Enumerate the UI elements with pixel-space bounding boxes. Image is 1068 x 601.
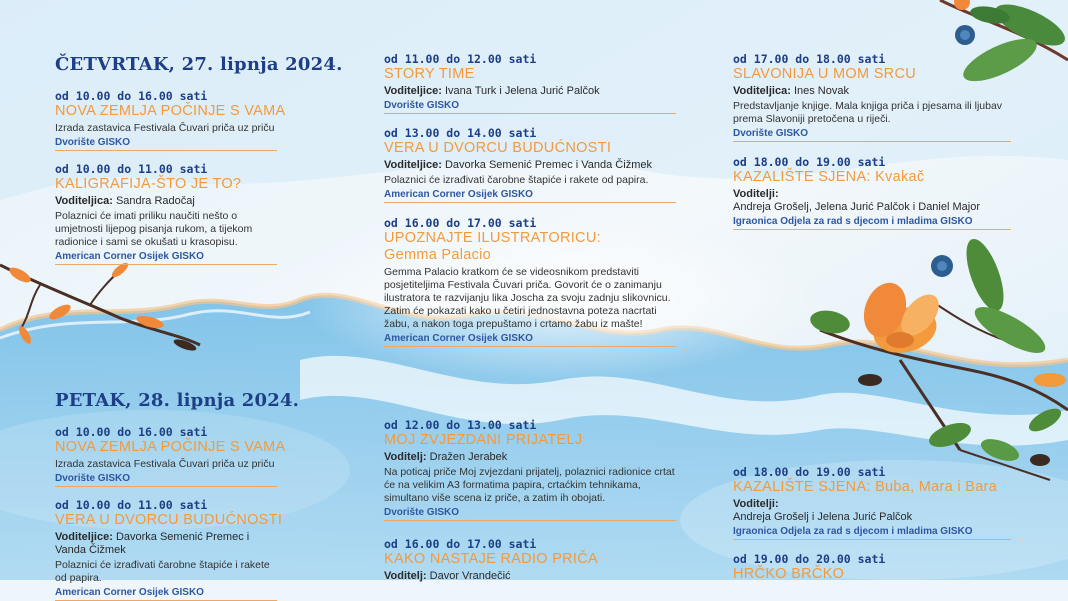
event-host-names: Ines Novak xyxy=(793,85,849,97)
event-host-names: Ivana Turk i Jelena Jurić Palčok xyxy=(444,85,600,97)
event-venue: American Corner Osijek GISKO xyxy=(55,587,204,598)
event-card xyxy=(55,89,286,151)
event-card xyxy=(384,52,676,114)
event-venue: Dvorište GISKO xyxy=(733,128,809,139)
event-card xyxy=(733,552,1011,584)
event-venue: American Corner Osijek GISKO xyxy=(55,251,204,262)
event-host-label: Voditelj: xyxy=(384,570,427,582)
event-card xyxy=(733,465,1011,540)
event-venue: American Corner Osijek GISKO xyxy=(384,333,533,344)
event-host xyxy=(384,451,676,464)
event-title: HRČKO BRČKO xyxy=(733,566,845,582)
event-venue: Igraonica Odjela za rad s djecom i mladima GISKO xyxy=(733,526,973,537)
event-card xyxy=(55,498,283,601)
event-host-label: Voditeljice: xyxy=(384,85,442,97)
event-time: od 17.00 do 18.00 sati xyxy=(733,52,886,66)
event-card xyxy=(384,126,676,203)
event-time: od 12.00 do 13.00 sati xyxy=(384,418,537,432)
event-card xyxy=(733,155,1011,230)
event-host-label: Voditelji: xyxy=(733,498,779,510)
event-title: KAKO NASTAJE RADIO PRIČA xyxy=(384,551,599,567)
event-host-label: Voditeljica: xyxy=(733,85,791,97)
event-title: NOVA ZEMLJA POČINJE S VAMA xyxy=(55,103,286,119)
event-time: od 18.00 do 19.00 sati xyxy=(733,465,886,479)
event-venue: Igraonica Odjela za rad s djecom i mladima GISKO xyxy=(733,216,973,227)
event-venue: American Corner Osijek GISKO xyxy=(384,189,533,200)
event-time: od 10.00 do 16.00 sati xyxy=(55,89,208,103)
event-description: Predstavljanje knjige. Mala knjiga priča i pjesama ili ljubav prema Slavoniji pretočena u riječi. xyxy=(733,100,1003,125)
event-description: Polaznici će izrađivati čarobne štapiće i rakete od papira. xyxy=(55,559,270,584)
event-card xyxy=(55,425,286,487)
event-title: VERA U DVORCU BUDUĆNOSTI xyxy=(55,512,283,528)
event-host-names: Andreja Grošelj i Jelena Jurić Palčok xyxy=(733,511,913,523)
event-time: od 16.00 do 17.00 sati xyxy=(384,537,537,551)
event-host xyxy=(55,195,277,208)
event-title: STORY TIME xyxy=(384,66,475,82)
event-host xyxy=(733,85,1011,98)
day-heading: ČETVRTAK, 27. lipnja 2024. xyxy=(55,54,343,75)
event-host-label: Voditeljica: xyxy=(55,195,113,207)
event-host xyxy=(55,531,277,557)
day-heading: PETAK, 28. lipnja 2024. xyxy=(55,390,300,411)
berry-icon xyxy=(931,255,953,277)
event-time: od 13.00 do 14.00 sati xyxy=(384,126,537,140)
event-time: od 10.00 do 11.00 sati xyxy=(55,498,208,512)
event-venue: Dvorište GISKO xyxy=(55,137,131,148)
event-card xyxy=(55,162,277,265)
event-title: UPOZNAJTE ILUSTRATORICU: Gemma Palacio xyxy=(384,230,601,263)
event-host xyxy=(733,498,1011,511)
event-host-label: Voditeljice: xyxy=(55,531,113,543)
event-host xyxy=(384,570,676,583)
event-card xyxy=(384,216,676,347)
event-host-names: Davor Vrandečić xyxy=(429,570,511,582)
event-venue: Dvorište GISKO xyxy=(384,100,460,111)
event-host xyxy=(384,85,676,98)
event-host-names: Sandra Radočaj xyxy=(115,195,195,207)
event-title: MOJ ZVJEZDANI PRIJATELJ xyxy=(384,432,583,448)
event-title: KALIGRAFIJA-ŠTO JE TO? xyxy=(55,176,242,192)
event-time: od 16.00 do 17.00 sati xyxy=(384,216,537,230)
event-venue: Dvorište GISKO xyxy=(55,473,131,484)
event-host xyxy=(384,159,676,172)
event-title: SLAVONIJA U MOM SRCU xyxy=(733,66,916,82)
event-host-names: Andreja Grošelj, Jelena Jurić Palčok i Daniel Major xyxy=(733,201,980,213)
event-description: Polaznici će izrađivati čarobne štapiće i rakete od papira. xyxy=(384,174,649,186)
event-host-label: Voditelj: xyxy=(384,451,427,463)
event-description: Gemma Palacio kratkom će se videosnikom predstaviti posjetiteljima Festivala Čuvari priča. Govorit će o zanimanju ilustratora te razvijanju lika Joscha za svoju zadnju slikovnicu. Zatim će pokazati kako u četiri jednostavna poteza nacrtati žabu, a nakon toga prepuštamo i crtamo žabu iz mašte! xyxy=(384,266,671,330)
event-card xyxy=(733,52,1011,142)
event-description: Polaznici će imati priliku naučiti nešto o umjetnosti lijepog pisanja rukom, a tijekom radionice i sami se okušati u krasopisu. xyxy=(55,210,253,248)
event-time: od 11.00 do 12.00 sati xyxy=(384,52,537,66)
event-title: NOVA ZEMLJA POČINJE S VAMA xyxy=(55,439,286,455)
event-host xyxy=(733,188,1011,201)
event-card xyxy=(384,537,676,584)
event-time: od 19.00 do 20.00 sati xyxy=(733,552,886,566)
event-host-names: Davorka Semenić Premec i Vanda Čižmek xyxy=(55,531,250,556)
event-description: Izrada zastavica Festivala Čuvari priča uz priču xyxy=(55,122,275,134)
event-time: od 10.00 do 16.00 sati xyxy=(55,425,208,439)
event-time: od 18.00 do 19.00 sati xyxy=(733,155,886,169)
event-host-label: Voditelji: xyxy=(733,188,779,200)
event-host-label: Voditeljice: xyxy=(384,159,442,171)
event-time: od 10.00 do 11.00 sati xyxy=(55,162,208,176)
event-description: Izrada zastavica Festivala Čuvari priča uz priču xyxy=(55,458,275,470)
event-venue: Dvorište GISKO xyxy=(384,507,460,518)
event-host-names: Davorka Semenić Premec i Vanda Čižmek xyxy=(444,159,652,171)
event-title: KAZALIŠTE SJENA: Buba, Mara i Bara xyxy=(733,479,998,495)
event-title: VERA U DVORCU BUDUĆNOSTI xyxy=(384,140,612,156)
event-host-names: Dražen Jerabek xyxy=(429,451,508,463)
event-description: Na poticaj priče Moj zvjezdani prijatelj, polaznici radionice crtat će na velikim A3 formatima papira, crtaćkim tehnikama, simultano više scena iz priče, a zatim ih obojati. xyxy=(384,466,675,504)
event-title: KAZALIŠTE SJENA: Kvakač xyxy=(733,169,925,185)
event-card xyxy=(384,418,676,521)
